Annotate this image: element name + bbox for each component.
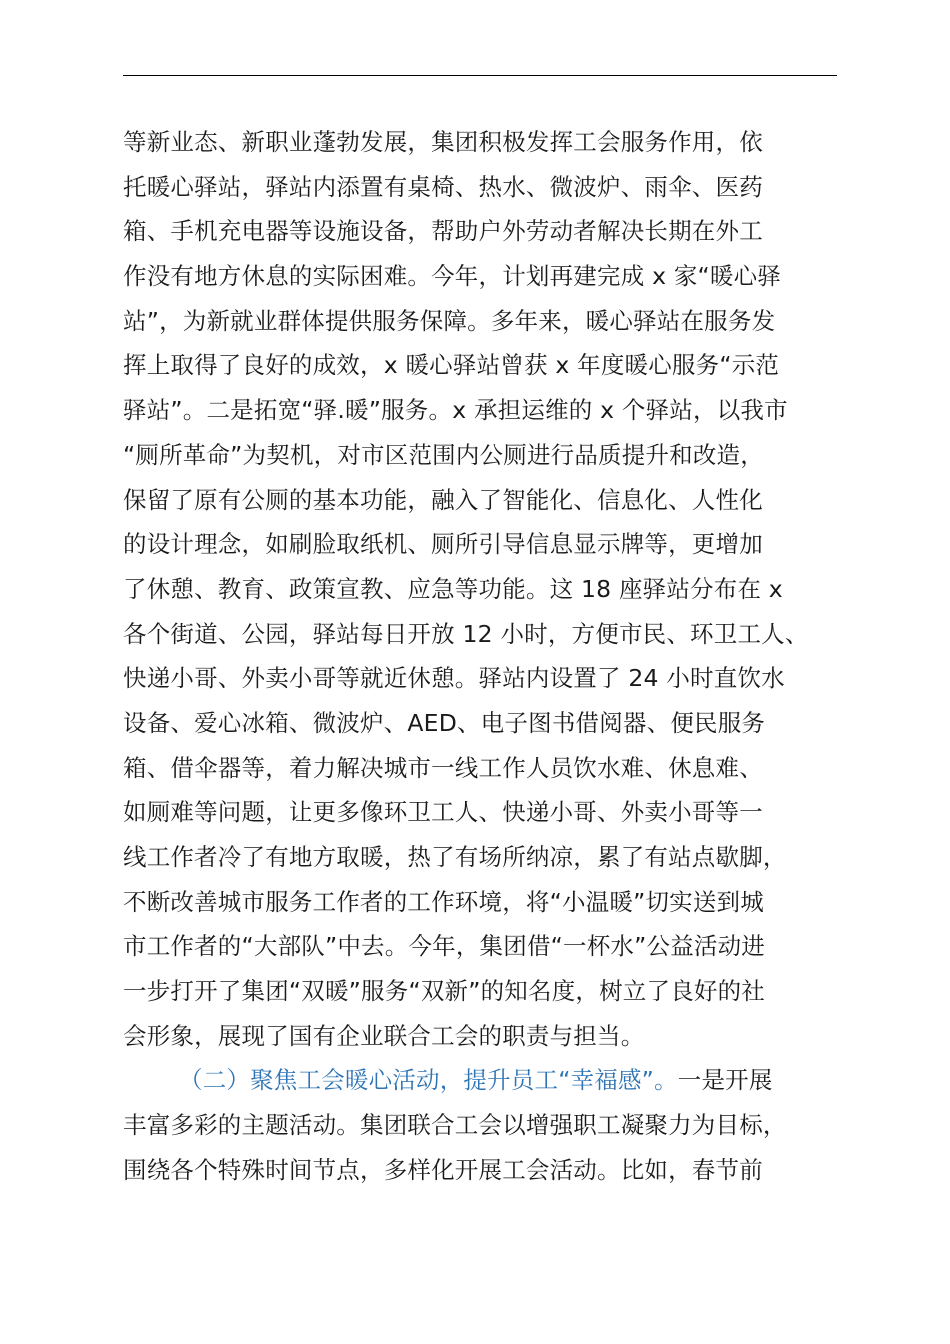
paragraph-2-first-line (123, 1058, 863, 1103)
paragraph-1 (123, 120, 863, 1058)
text-line: 箱、手机充电器等设施设备，帮助户外劳动者解决长期在外工 (123, 217, 763, 246)
text-line: 作没有地方休息的实际困难。今年，计划再建完成 x 家“暖心驿 (123, 262, 782, 291)
text-line: 的设计理念，如刷脸取纸机、厕所引导信息显示牌等，更增加 (123, 530, 763, 559)
text-line: 线工作者冷了有地方取暖，热了有场所纳凉，累了有站点歇脚， (123, 843, 787, 871)
text-line: 了休憩、教育、政策宣教、应急等功能。这 18 座驿站分布在 x (123, 574, 783, 603)
text-run: 一是开展 (677, 1066, 773, 1095)
section-heading: （二）聚焦工会暖心活动，提升员工“幸福感”。 (179, 1066, 678, 1095)
text-line: 等新业态、新职业蓬勃发展，集团积极发挥工会服务作用，依 (123, 128, 763, 156)
text-line: 会形象，展现了国有企业联合工会的职责与担当。 (123, 1021, 645, 1050)
text-line: 不断改善城市服务工作者的工作环境，将“小温暖”切实送到城 (123, 887, 764, 916)
text-line: 一步打开了集团“双暖”服务“双新”的知名度，树立了良好的社 (123, 977, 765, 1006)
document-body (123, 120, 863, 1193)
text-line: 托暖心驿站，驿站内添置有桌椅、热水、微波炉、雨伞、医药 (123, 172, 763, 201)
paragraph-2 (123, 1058, 863, 1192)
text-line: 箱、借伞器等，着力解决城市一线工作人员饮水难、休息难、 (123, 753, 763, 782)
text-line: 设备、爱心冰箱、微波炉、AED、电子图书借阅器、便民服务 (123, 708, 766, 737)
text-line: 围绕各个特殊时间节点，多样化开展工会活动。比如，春节前 (123, 1155, 763, 1184)
header-rule (123, 75, 837, 76)
text-line: 保留了原有公厕的基本功能，融入了智能化、信息化、人性化 (123, 485, 763, 514)
text-line: 快递小哥、外卖小哥等就近休憩。驿站内设置了 24 小时直饮水 (123, 664, 785, 693)
text-line: 如厕难等问题，让更多像环卫工人、快递小哥、外卖小哥等一 (123, 798, 763, 827)
text-line: 各个街道、公园，驿站每日开放 12 小时，方便市民、环卫工人、 (123, 619, 809, 648)
text-line: “厕所革命”为契机，对市区范围内公厕进行品质提升和改造， (123, 440, 764, 469)
text-line: 市工作者的“大部队”中去。今年，集团借“一杯水”公益活动进 (123, 932, 765, 961)
text-line: 挥上取得了良好的成效，x 暖心驿站曾获 x 年度暖心服务“示范 (123, 351, 780, 380)
text-line: 站”，为新就业群体提供服务保障。多年来，暖心驿站在服务发 (123, 306, 776, 335)
text-line: 驿站”。二是拓宽“驿.暖”服务。x 承担运维的 x 个驿站，以我市 (123, 396, 788, 425)
text-line: 丰富多彩的主题活动。集团联合工会以增强职工凝聚力为目标， (123, 1111, 787, 1140)
